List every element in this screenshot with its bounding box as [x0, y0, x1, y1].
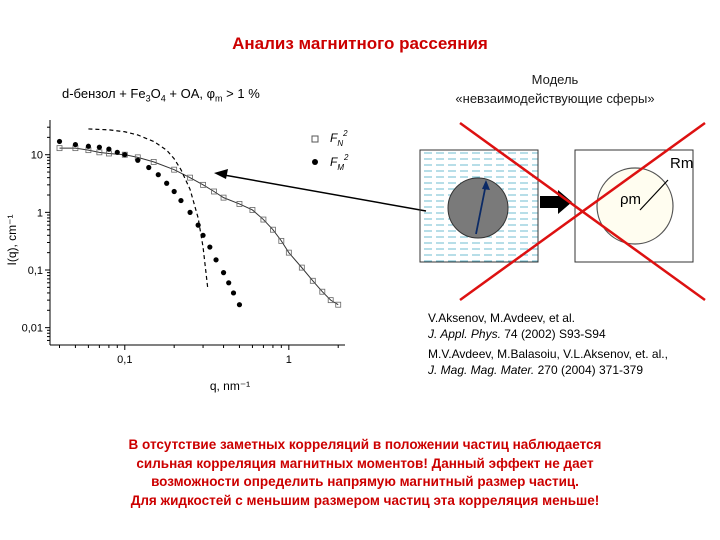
ref-volume: 74 (2002) S93-S94: [500, 327, 606, 341]
arrow-head: [214, 169, 228, 179]
ref-volume: 270 (2004) 371-379: [534, 363, 644, 377]
sample-sub: 4: [160, 93, 166, 104]
fm-data-point: [146, 165, 151, 170]
fm-data-point: [135, 158, 140, 163]
model-title: Модель: [531, 72, 579, 87]
ref-journal: J. Mag. Mag. Mater.: [428, 363, 535, 377]
fm-data-point: [156, 172, 161, 177]
chart-marks: [57, 129, 341, 307]
fm-data-point: [106, 147, 111, 152]
y-tick-label: 10: [30, 149, 43, 162]
conclusion-line: сильная корреляция магнитных моментов! Данный эффект не дает: [136, 455, 594, 471]
y-tick-label: 0,01: [21, 322, 43, 335]
chart-ticks: [22, 127, 339, 366]
sample-sub: m: [215, 93, 223, 104]
y-tick-label: 0,1: [27, 265, 43, 277]
fm-data-point: [237, 302, 242, 307]
fm-data-point: [115, 150, 120, 155]
conclusion-line: возможности определить напрямую магнитный размер частиц.: [151, 474, 579, 489]
conclusion-text: [40, 436, 690, 510]
fm-data-point: [57, 139, 62, 144]
fm-data-point: [231, 290, 236, 295]
legend-label-fm: $F_M^2$: [330, 153, 349, 172]
fm-data-point: [73, 142, 78, 147]
chart-frame: [50, 120, 345, 345]
fm-data-point: [187, 210, 192, 215]
fm-data-point: [172, 189, 177, 194]
ref-authors: M.V.Avdeev, M.Balasoiu, V.L.Aksenov, et. al.,: [428, 347, 668, 361]
fm-data-point: [178, 198, 183, 203]
scattering-chart: [0, 100, 400, 400]
outer-radius-label: Rm: [670, 155, 694, 172]
page-title: Анализ магнитного рассеяния: [232, 34, 488, 53]
pointer-arrow: [200, 165, 430, 215]
particle-sphere: [448, 178, 508, 238]
x-tick-label: 1: [285, 354, 292, 366]
ref-citation: [428, 326, 606, 342]
inner-radius-label: ρm: [620, 191, 642, 208]
ref-journal: J. Appl. Phys.: [428, 327, 501, 341]
arrow-line: [224, 175, 426, 211]
model-heading: [400, 70, 710, 108]
model-subtitle: «невзаимодействующие сферы»: [455, 91, 655, 106]
fm-data-point: [86, 144, 91, 149]
fm-data-point: [207, 244, 212, 249]
fm-data-point: [221, 270, 226, 275]
sample-sub: 3: [145, 93, 151, 104]
sample-text: + OA, φ: [165, 86, 216, 101]
conclusion-line: В отсутствие заметных корреляций в положении частиц наблюдается: [128, 437, 602, 452]
legend-marker-fn: [312, 136, 318, 142]
legend-label-fn: $F_N^2$: [330, 129, 348, 148]
reference-1: [428, 310, 606, 342]
x-tick-label: 0,1: [117, 354, 133, 366]
y-tick-label: 1: [36, 207, 43, 220]
fm-data-point: [164, 181, 169, 186]
sample-text: O: [150, 86, 161, 101]
model-diagram: [400, 120, 710, 305]
sample-text: d-бензол + Fe: [62, 86, 146, 101]
conclusion-line: Для жидкостей с меньшим размером частиц эта корреляция меньше!: [130, 492, 600, 508]
fm-data-point: [226, 280, 231, 285]
sample-text: > 1 %: [222, 86, 260, 101]
x-axis-label: q, nm⁻¹: [209, 379, 251, 393]
ref-citation: [428, 362, 668, 378]
y-axis-label: I(q), cm⁻¹: [5, 214, 19, 266]
fm-data-point: [97, 145, 102, 150]
fm-data-point: [122, 152, 127, 157]
fm-data-point: [213, 257, 218, 262]
ref-authors: V.Aksenov, M.Avdeev, et al.: [428, 311, 575, 325]
fm-data-point: [196, 223, 201, 228]
reference-2: [428, 346, 668, 378]
